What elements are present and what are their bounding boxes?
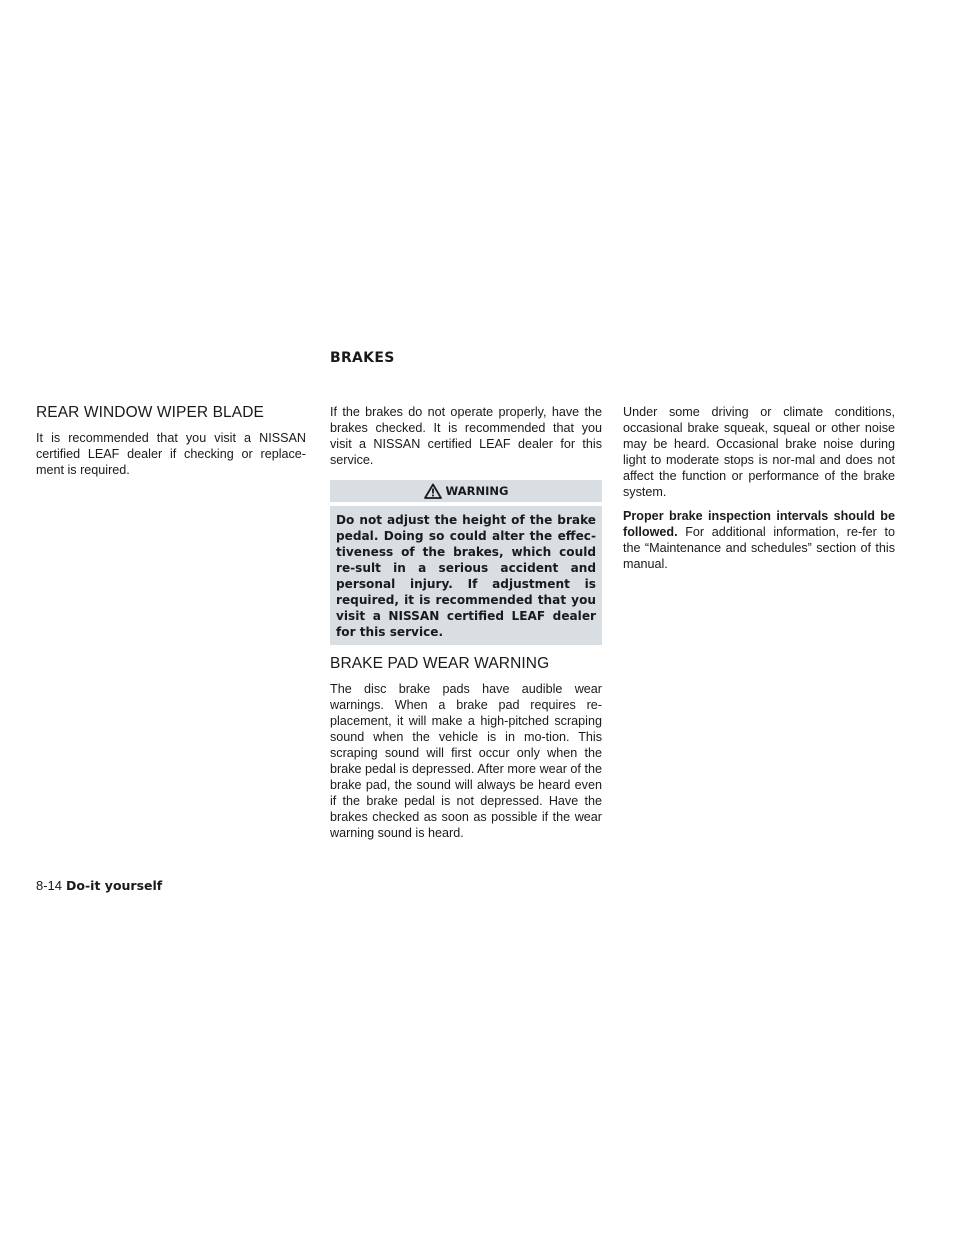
- warning-box: [330, 480, 602, 645]
- page-number: 8-14: [36, 878, 63, 893]
- rear-wiper-text: It is recommended that you visit a NISSAN certified LEAF dealer if checking or replace-ment is required.: [36, 431, 306, 477]
- warning-text: Do not adjust the height of the brake pedal. Doing so could alter the effec-tiveness of the brakes, which could re-sult in a serious accident and personal injury. If adjustment is required, it is recommended that you visit a NISSAN certified LEAF dealer for this service.: [336, 513, 596, 639]
- brakes-intro-text: If the brakes do not operate properly, have the brakes checked. It is recommended that you visit a NISSAN certified LEAF dealer for this service.: [330, 405, 602, 467]
- page-footer: [36, 878, 162, 893]
- rear-wiper-heading: REAR WINDOW WIPER BLADE: [36, 404, 264, 421]
- pad-wear-heading: BRAKE PAD WEAR WARNING: [330, 655, 550, 672]
- inspection-text: For additional information, re-fer to the “Maintenance and schedules” section of this manual.: [623, 525, 895, 571]
- inspection-lead: Proper brake inspection intervals should be followed.: [623, 509, 895, 539]
- warning-label: WARNING: [445, 484, 509, 498]
- pad-wear-text: The disc brake pads have audible wear warnings. When a brake pad requires re-placement, it will make a high-pitched scraping sound when the vehicle is in mo-tion. This scraping sound will first occur only when the brake pedal is depressed. After more wear of the brake pad, the sound will always be heard even if the brake pedal is not depressed. Have the brakes checked as soon as possible if the wear warning sound is heard.: [330, 682, 602, 840]
- warning-header: [330, 480, 602, 506]
- brake-noise-text: Under some driving or climate conditions, occasional brake squeak, squeal or other noise may be heard. Occasional brake noise during light to moderate stops is nor-mal and does not affect the function or performance of the brake system.: [623, 405, 895, 499]
- column-left: [36, 404, 306, 486]
- warning-triangle-icon: [424, 483, 442, 499]
- column-middle: [330, 404, 602, 849]
- section-title: BRAKES: [330, 350, 395, 366]
- column-right: [623, 404, 895, 580]
- inspection-paragraph: [623, 508, 895, 572]
- chapter-title: Do-it yourself: [66, 878, 163, 893]
